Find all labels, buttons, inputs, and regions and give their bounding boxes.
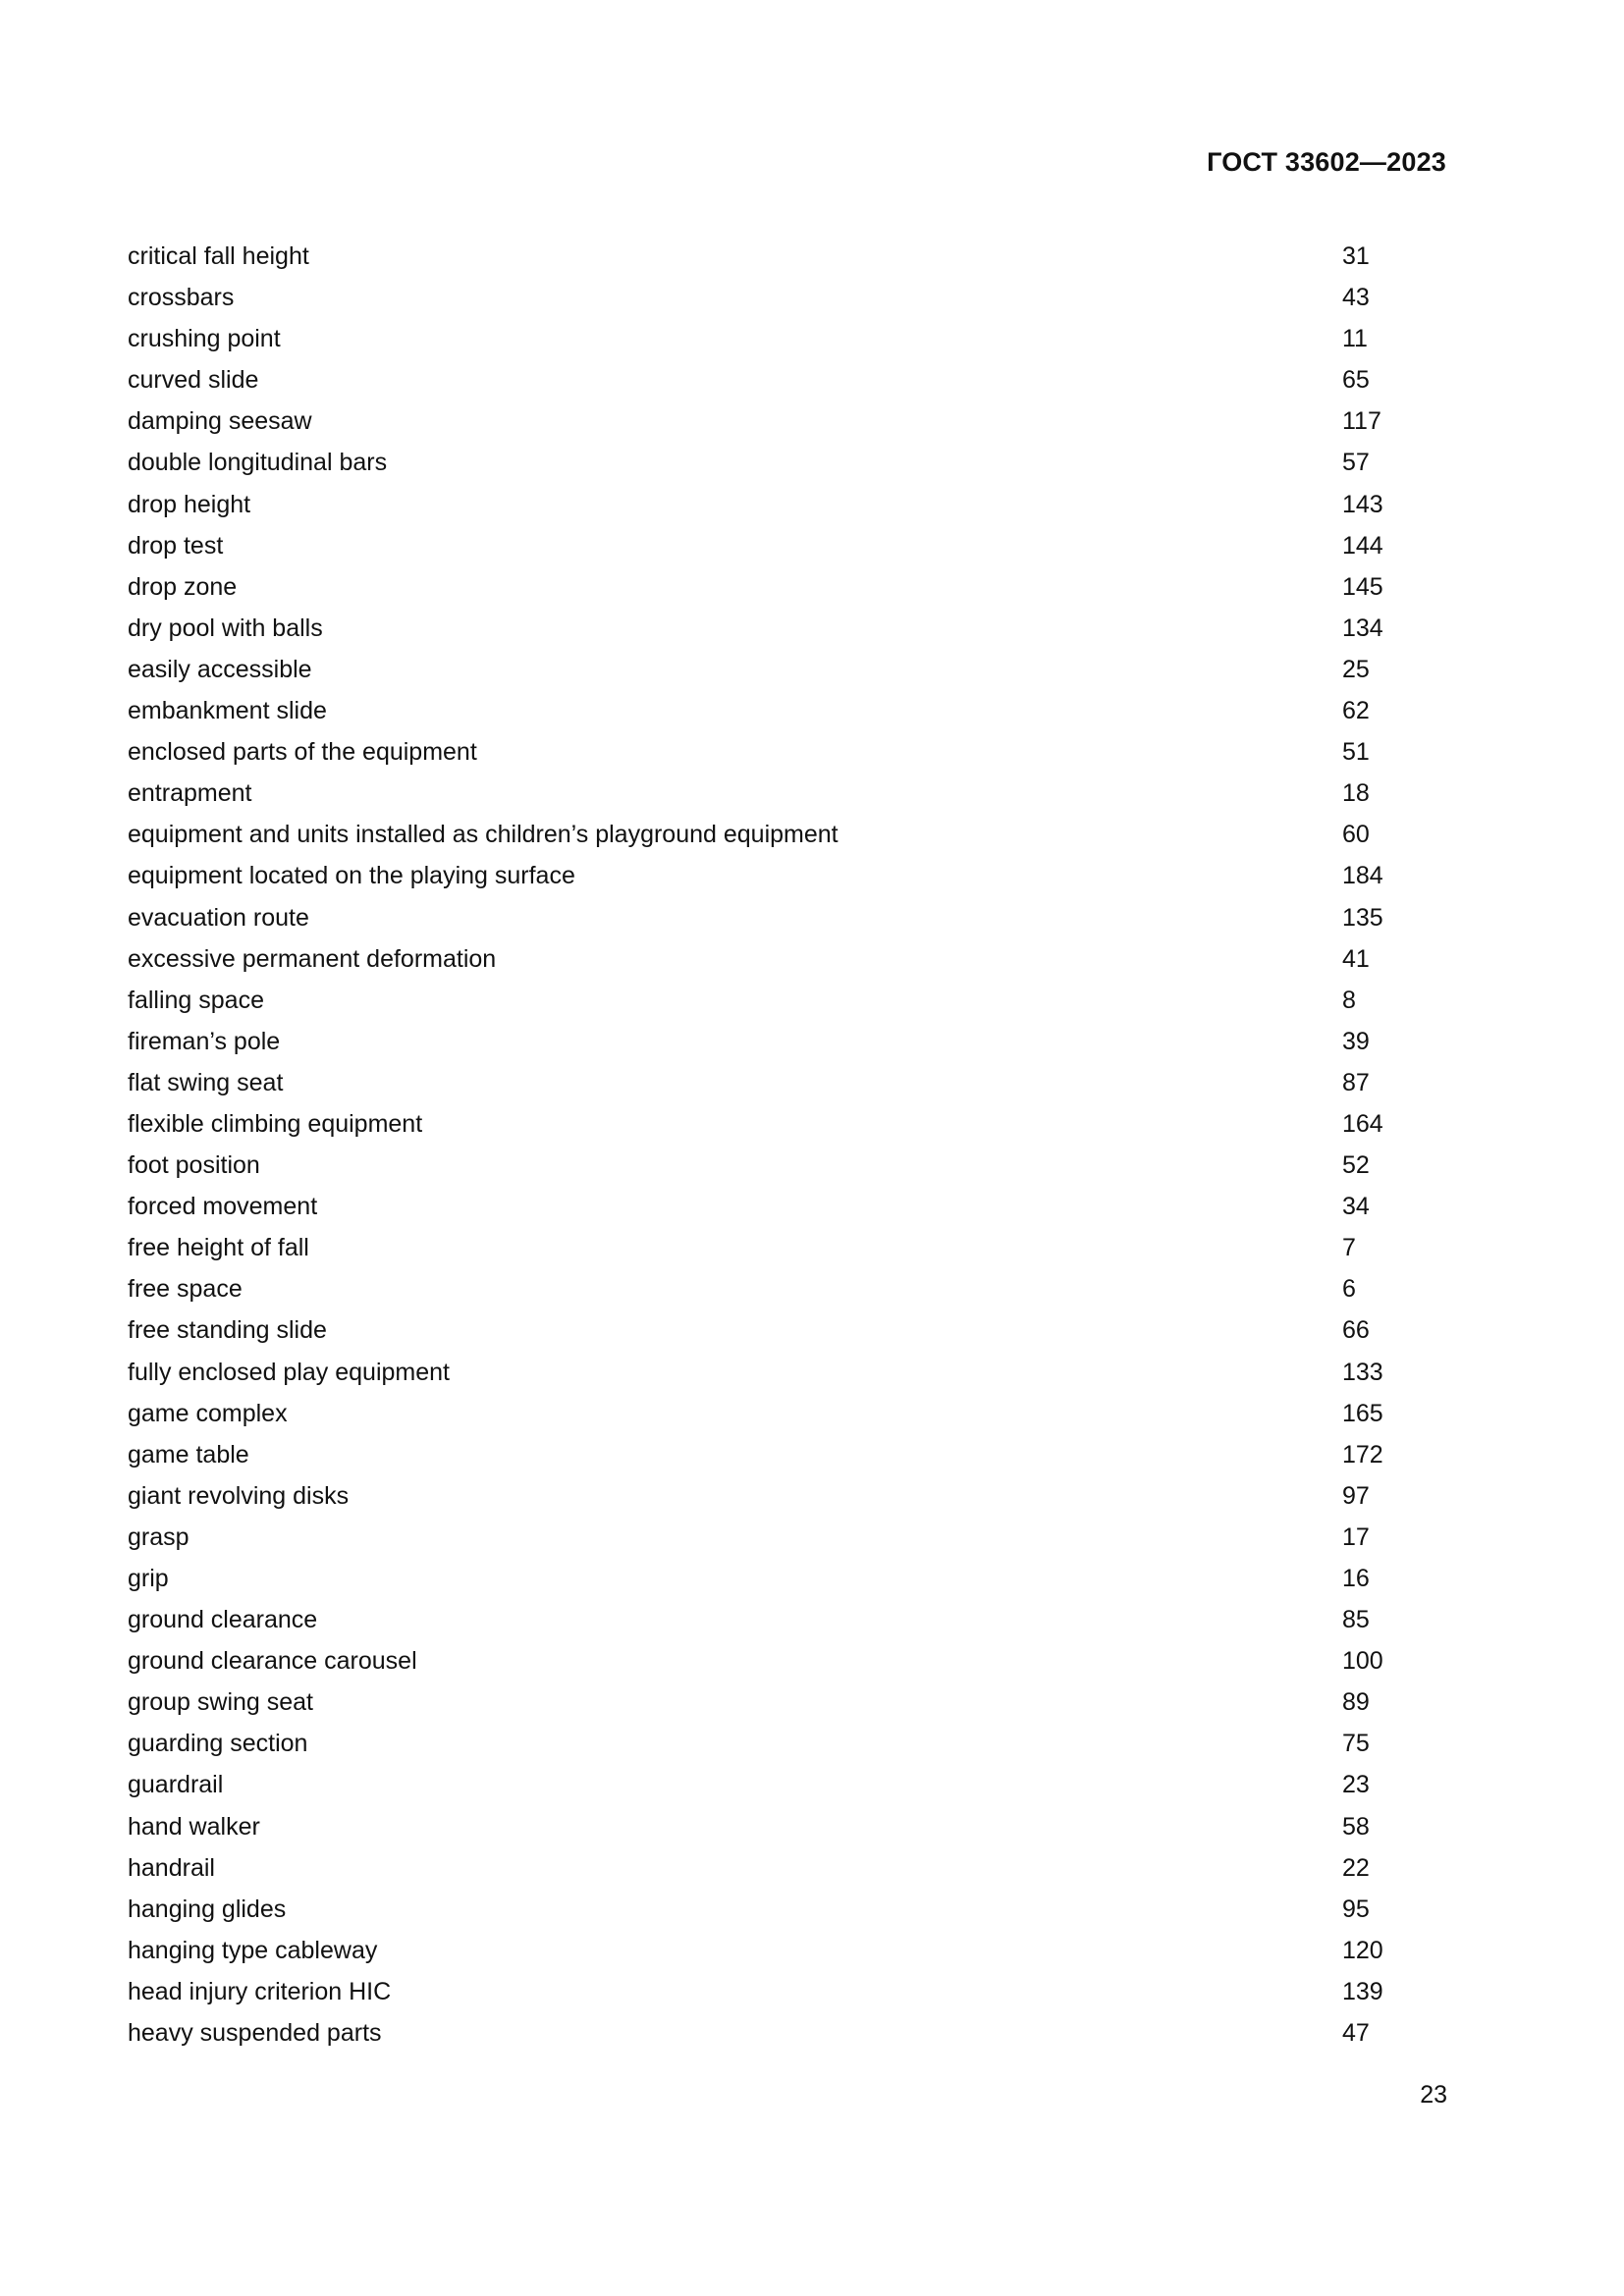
index-term: double longitudinal bars	[128, 449, 388, 477]
index-term-number: 184	[1342, 862, 1383, 890]
index-term-number: 11	[1342, 325, 1368, 353]
index-term: falling space	[128, 986, 264, 1014]
index-term: grasp	[128, 1522, 189, 1551]
index-row	[128, 731, 1404, 773]
index-term-number: 144	[1342, 531, 1383, 560]
index-term-number: 34	[1342, 1193, 1370, 1221]
index-row	[128, 1393, 1404, 1434]
index-row	[128, 1517, 1404, 1558]
index-term-number: 89	[1342, 1688, 1370, 1717]
index-term-number: 85	[1342, 1606, 1370, 1634]
index-term: equipment located on the playing surface	[128, 862, 575, 890]
index-row	[128, 649, 1404, 690]
index-term-number: 16	[1342, 1565, 1370, 1592]
index-row	[128, 1930, 1404, 1971]
index-term: free height of fall	[128, 1234, 309, 1262]
index-row	[128, 1558, 1404, 1599]
index-term: crossbars	[128, 284, 235, 312]
index-row	[128, 442, 1404, 483]
index-term-number: 17	[1342, 1522, 1370, 1551]
index-row	[128, 318, 1404, 359]
index-term: curved slide	[128, 366, 259, 395]
term-index-list	[128, 236, 1404, 2054]
index-term: dry pool with balls	[128, 614, 323, 642]
index-row	[128, 1640, 1404, 1682]
index-term-number: 18	[1342, 779, 1370, 808]
index-term: game table	[128, 1440, 249, 1468]
index-row	[128, 690, 1404, 731]
index-term-number: 60	[1342, 821, 1370, 849]
index-term-number: 57	[1342, 449, 1370, 477]
index-term-number: 97	[1342, 1481, 1370, 1510]
index-term: handrail	[128, 1853, 215, 1882]
index-term: hanging type cableway	[128, 1936, 378, 1964]
index-term-number: 133	[1342, 1358, 1383, 1386]
index-term-number: 31	[1342, 242, 1370, 270]
index-row	[128, 1268, 1404, 1309]
index-row	[128, 608, 1404, 649]
index-term: enclosed parts of the equipment	[128, 738, 477, 767]
index-row	[128, 1145, 1404, 1186]
index-term-number: 25	[1342, 655, 1370, 683]
page-number: 23	[1420, 2081, 1447, 2109]
index-term: hand walker	[128, 1812, 260, 1841]
index-term: drop zone	[128, 572, 238, 601]
index-term-number: 39	[1342, 1027, 1370, 1055]
index-row	[128, 359, 1404, 400]
index-row	[128, 1847, 1404, 1889]
index-term: foot position	[128, 1151, 260, 1180]
index-term-number: 41	[1342, 944, 1370, 973]
index-row	[128, 855, 1404, 896]
index-term-number: 135	[1342, 903, 1383, 932]
index-row	[128, 773, 1404, 814]
index-term: forced movement	[128, 1193, 318, 1221]
index-term-number: 165	[1342, 1399, 1383, 1427]
index-row	[128, 1103, 1404, 1145]
index-term-number: 52	[1342, 1151, 1370, 1180]
index-term: free standing slide	[128, 1316, 327, 1345]
index-term-number: 134	[1342, 614, 1383, 642]
index-term: evacuation route	[128, 903, 309, 932]
index-row	[128, 1352, 1404, 1393]
index-term: giant revolving disks	[128, 1481, 350, 1510]
index-term-number: 66	[1342, 1316, 1370, 1345]
index-row	[128, 400, 1404, 442]
index-term-number: 164	[1342, 1109, 1383, 1138]
index-term-number: 120	[1342, 1936, 1383, 1964]
index-term: group swing seat	[128, 1688, 314, 1717]
index-row	[128, 1889, 1404, 1930]
index-term: drop height	[128, 490, 251, 518]
index-row	[128, 1682, 1404, 1723]
index-term: free space	[128, 1275, 243, 1304]
index-term: flat swing seat	[128, 1068, 284, 1096]
index-row	[128, 1021, 1404, 1062]
index-row	[128, 1475, 1404, 1517]
index-row	[128, 1227, 1404, 1268]
index-term-number: 6	[1342, 1275, 1356, 1304]
index-row	[128, 938, 1404, 980]
index-term: hanging glides	[128, 1895, 287, 1923]
index-row	[128, 814, 1404, 855]
index-row	[128, 1723, 1404, 1764]
index-row	[128, 1062, 1404, 1103]
index-row	[128, 1434, 1404, 1475]
index-row	[128, 525, 1404, 566]
index-term: heavy suspended parts	[128, 2019, 382, 2048]
index-row	[128, 566, 1404, 608]
index-term-number: 145	[1342, 572, 1383, 601]
index-term-number: 7	[1342, 1234, 1356, 1262]
index-term: fully enclosed play equipment	[128, 1358, 450, 1386]
document-header-standard-code: ГОСТ 33602—2023	[1207, 147, 1446, 177]
index-term: damping seesaw	[128, 407, 312, 436]
index-term: ground clearance	[128, 1606, 318, 1634]
index-term-number: 65	[1342, 366, 1370, 395]
index-term-number: 100	[1342, 1647, 1383, 1676]
index-row	[128, 277, 1404, 318]
index-row	[128, 980, 1404, 1021]
index-row	[128, 236, 1404, 277]
index-term: entrapment	[128, 779, 252, 808]
index-term: flexible climbing equipment	[128, 1109, 423, 1138]
index-row	[128, 1971, 1404, 2012]
index-row	[128, 1806, 1404, 1847]
index-term: game complex	[128, 1399, 288, 1427]
index-row	[128, 484, 1404, 525]
index-term: embankment slide	[128, 697, 327, 725]
index-term: guarding section	[128, 1730, 308, 1758]
index-term: drop test	[128, 531, 224, 560]
index-term-number: 143	[1342, 490, 1383, 518]
index-term: equipment and units installed as children’s playground equipment	[128, 821, 839, 849]
index-term: critical fall height	[128, 242, 309, 270]
index-term-number: 22	[1342, 1853, 1370, 1882]
index-term: grip	[128, 1565, 169, 1592]
index-term-number: 43	[1342, 284, 1370, 312]
index-row	[128, 1309, 1404, 1351]
index-row	[128, 1599, 1404, 1640]
index-term-number: 47	[1342, 2019, 1370, 2048]
index-row	[128, 897, 1404, 938]
index-term-number: 62	[1342, 697, 1370, 725]
index-term: excessive permanent deformation	[128, 944, 497, 973]
index-row	[128, 1764, 1404, 1805]
index-term-number: 117	[1342, 407, 1381, 436]
index-term: guardrail	[128, 1771, 224, 1799]
index-term: head injury criterion HIC	[128, 1977, 392, 2005]
index-term-number: 23	[1342, 1771, 1370, 1799]
index-term-number: 139	[1342, 1977, 1383, 2005]
index-row	[128, 1186, 1404, 1227]
index-term-number: 8	[1342, 986, 1356, 1014]
index-term-number: 172	[1342, 1440, 1383, 1468]
index-term-number: 95	[1342, 1895, 1370, 1923]
index-term: easily accessible	[128, 655, 312, 683]
index-term-number: 51	[1342, 738, 1370, 767]
index-term: crushing point	[128, 325, 281, 353]
index-term: ground clearance carousel	[128, 1647, 417, 1676]
index-term: fireman’s pole	[128, 1027, 281, 1055]
index-term-number: 58	[1342, 1812, 1370, 1841]
index-term-number: 75	[1342, 1730, 1370, 1758]
index-term-number: 87	[1342, 1068, 1370, 1096]
index-row	[128, 2012, 1404, 2054]
